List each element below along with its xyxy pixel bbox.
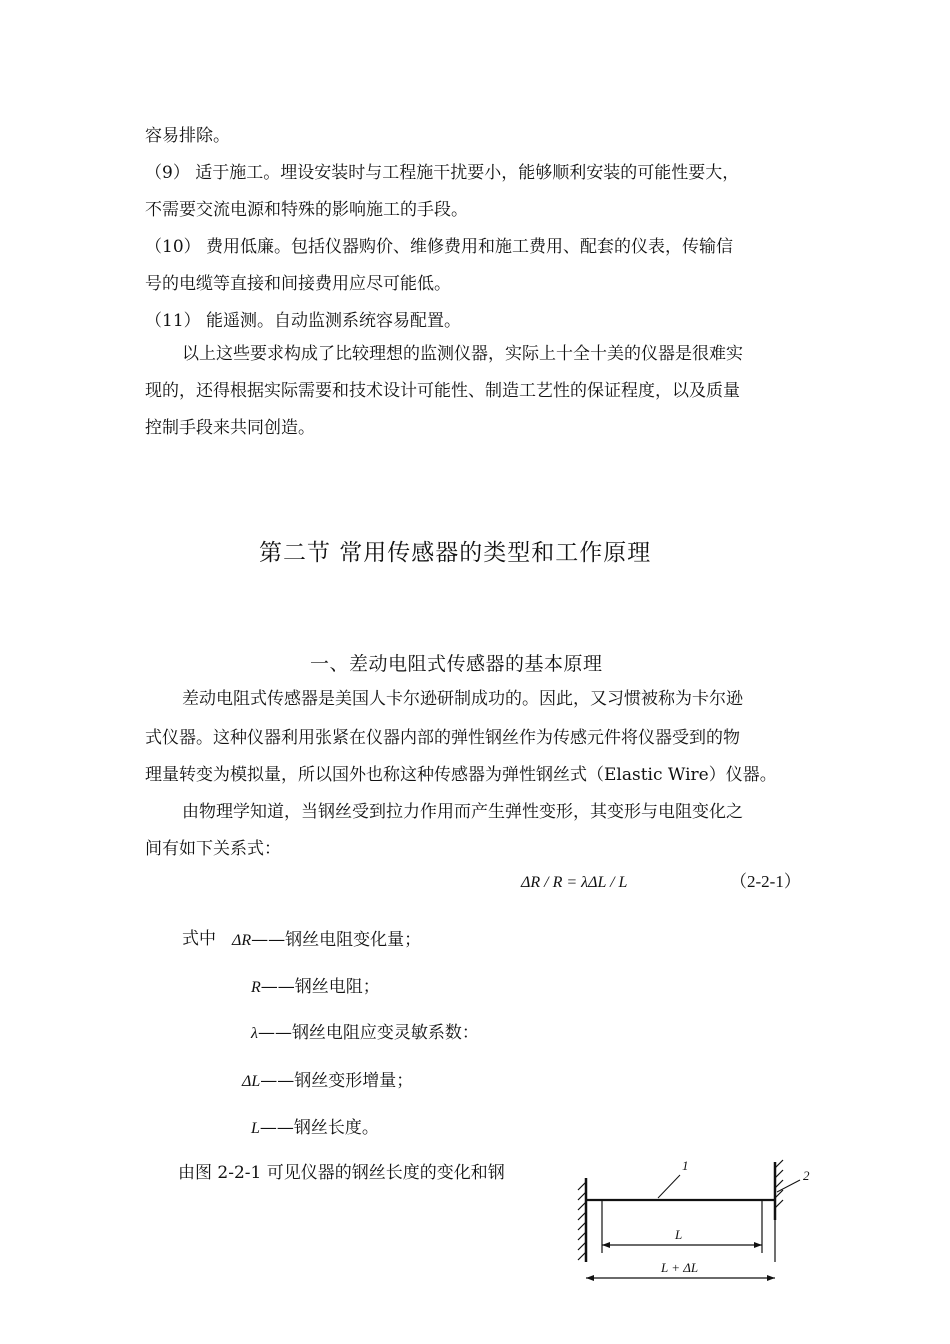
definition-symbol: ΔR xyxy=(232,932,252,949)
label-2: 2 xyxy=(803,1168,810,1183)
paragraph-line-1: 容易排除。 xyxy=(145,126,230,146)
last-line: 由图 2-2-1 可见仪器的钢丝长度的变化和钢 xyxy=(178,1163,505,1183)
paragraph-line-7: 以上这些要求构成了比较理想的监测仪器，实际上十全十美的仪器是很难实 xyxy=(182,344,743,364)
paragraph-line-2: （9） 适于施工。埋设安装时与工程施干扰要小，能够顺利安装的可能性要大， xyxy=(145,163,740,183)
body-line-4: 由物理学知道，当钢丝受到拉力作用而产生弹性变形，其变形与电阻变化之 xyxy=(182,802,743,822)
body-line-3: 理量转变为模拟量，所以国外也称这种传感器为弹性钢丝式（Elastic Wire）仪器。 xyxy=(145,765,777,785)
definition-text: ——钢丝长度。 xyxy=(259,1118,379,1138)
definition-symbol: R xyxy=(251,979,261,996)
definition-item xyxy=(251,1116,379,1141)
body-line-5: 间有如下关系式： xyxy=(145,839,281,859)
definition-symbol: L xyxy=(251,1120,260,1137)
definition-symbol: λ xyxy=(251,1025,258,1042)
steel-wire-figure xyxy=(572,1150,822,1300)
definition-text: ——钢丝电阻； xyxy=(260,977,380,997)
paragraph-line-9: 控制手段来共同创造。 xyxy=(145,418,315,438)
definition-text: ——钢丝电阻应变灵敏系数： xyxy=(257,1023,479,1043)
paragraph-line-3: 不需要交流电源和特殊的影响施工的手段。 xyxy=(145,200,468,220)
definitions-intro: 式中 xyxy=(182,929,216,949)
equation-number: （2-2-1） xyxy=(730,872,801,891)
body-line-1: 差动电阻式传感器是美国人卡尔逊研制成功的。因此，又习惯被称为卡尔逊 xyxy=(182,689,743,709)
equation-formula: ΔR / R = λΔL / L xyxy=(521,874,628,891)
definition-item xyxy=(251,1021,479,1046)
definition-item xyxy=(232,928,421,953)
definition-item xyxy=(251,975,380,1000)
paragraph-line-5: 号的电缆等直接和间接费用应尽可能低。 xyxy=(145,274,451,294)
definition-item xyxy=(242,1069,413,1094)
paragraph-line-4: （10） 费用低廉。包括仪器购价、维修费用和施工费用、配套的仪表，传输信 xyxy=(145,237,734,257)
definition-text: ——钢丝变形增量； xyxy=(260,1071,414,1091)
subsection-title: 一、差动电阻式传感器的基本原理 xyxy=(310,653,603,675)
definition-symbol: ΔL xyxy=(242,1073,261,1090)
definition-text: ——钢丝电阻变化量； xyxy=(251,930,422,950)
body-line-2: 式仪器。这种仪器利用张紧在仪器内部的弹性钢丝作为传感元件将仪器受到的物 xyxy=(145,728,740,748)
paragraph-line-6: （11） 能遥测。自动监测系统容易配置。 xyxy=(145,311,462,331)
paragraph-line-8: 现的，还得根据实际需要和技术设计可能性、制造工艺性的保证程度，以及质量 xyxy=(145,381,740,401)
label-l: L xyxy=(675,1227,683,1242)
label-1: 1 xyxy=(682,1158,689,1173)
label-l-plus-dl: L + ΔL xyxy=(661,1260,699,1275)
section-title: 第二节 常用传感器的类型和工作原理 xyxy=(259,540,652,566)
